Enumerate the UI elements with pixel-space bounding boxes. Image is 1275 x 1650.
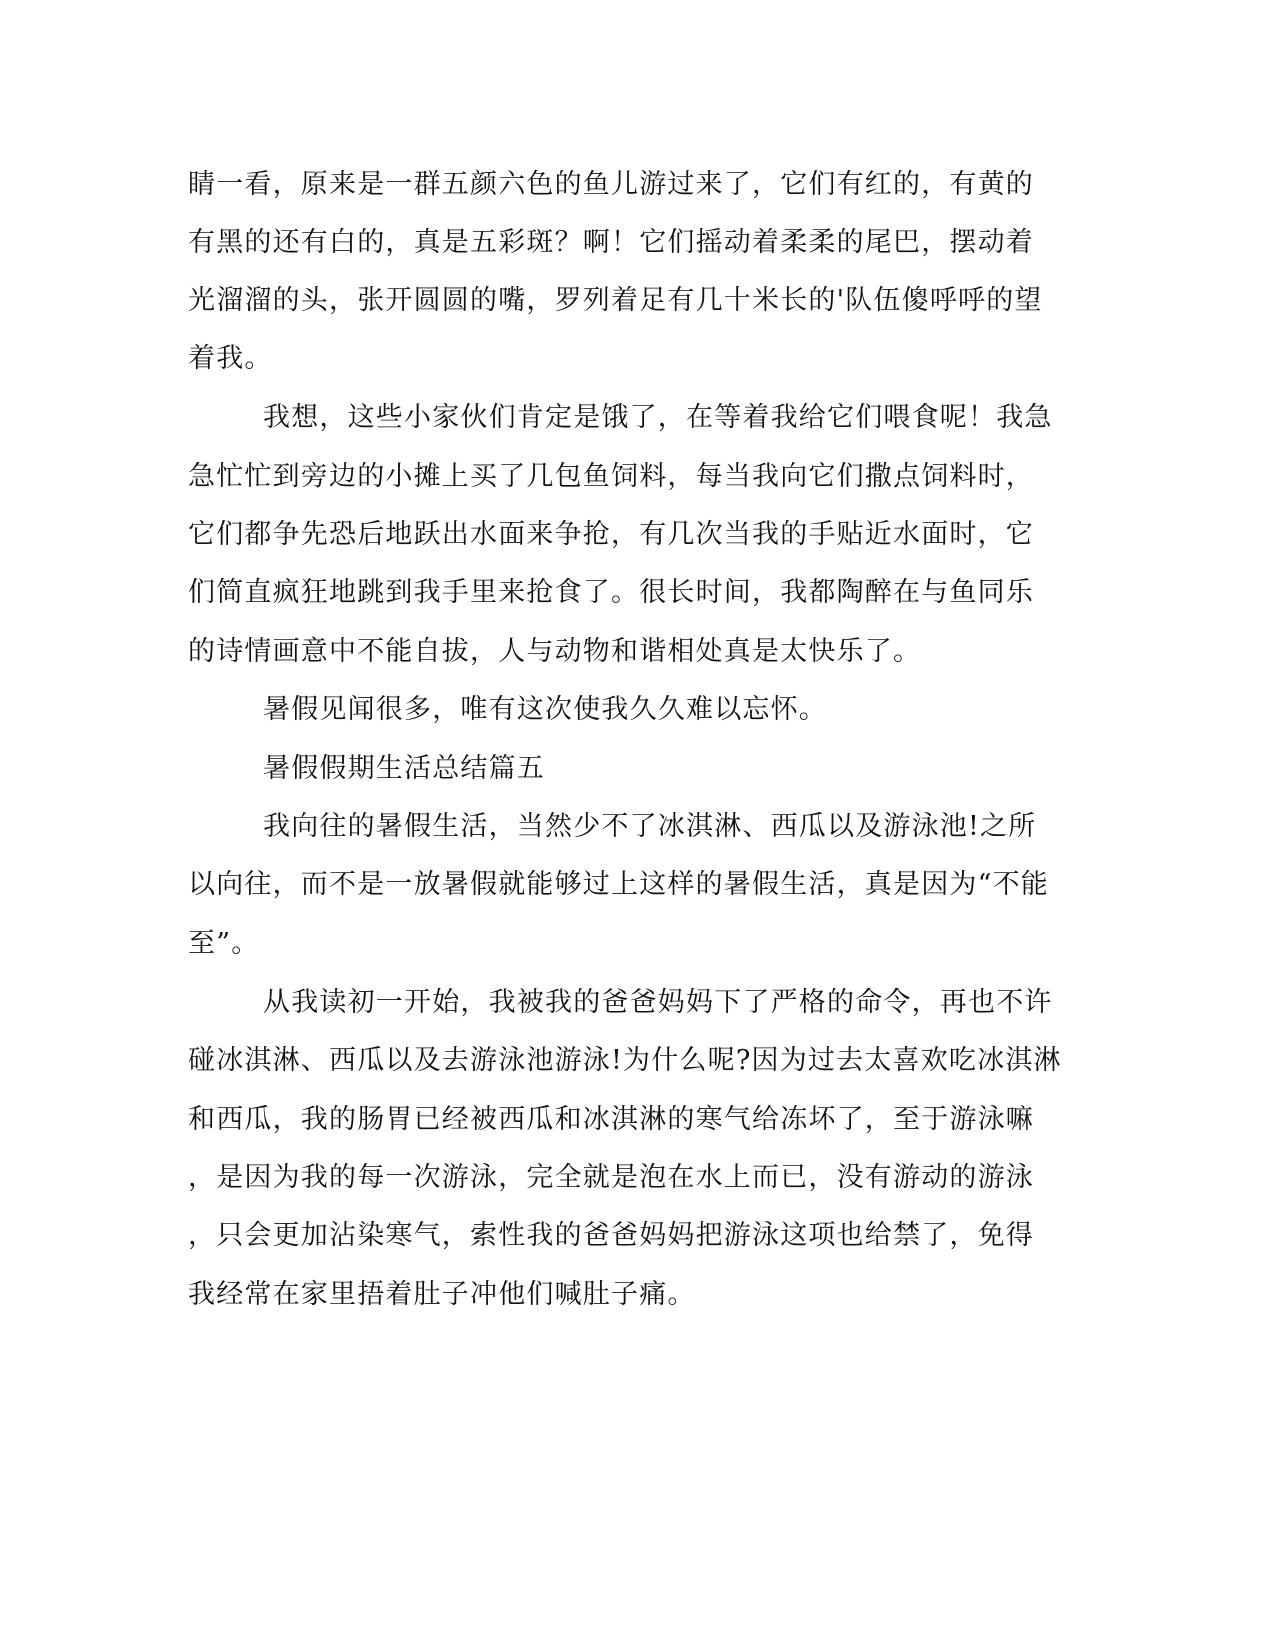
text-line: 光溜溜的头，张开圆圆的嘴，罗列着足有几十米长的'队伍傻呼呼的望 — [188, 285, 1043, 316]
text-line: 睛一看，原来是一群五颜六色的鱼儿游过来了，它们有红的，有黄的 — [188, 169, 1034, 200]
text-line: 们简直疯狂地跳到我手里来抢食了。很长时间，我都陶醉在与鱼同乐 — [188, 577, 1034, 608]
text-line: 以向往，而不是一放暑假就能够过上这样的暑假生活，真是因为“不能 — [188, 869, 1050, 900]
text-line: 急忙忙到旁边的小摊上买了几包鱼饲料，每当我向它们撒点饲料时， — [188, 461, 1034, 492]
text-line: ，只会更加沾染寒气，索性我的爸爸妈妈把游泳这项也给禁了，免得 — [188, 1220, 1034, 1251]
text-line: ，是因为我的每一次游泳，完全就是泡在水上而已，没有游动的游泳 — [188, 1162, 1034, 1193]
text-line: 着我。 — [188, 343, 273, 374]
section-heading: 暑假假期生活总结篇五 — [263, 753, 545, 784]
text-line: 碰冰淇淋、西瓜以及去游泳池游泳!为什么呢?因为过去太喜欢吃冰淇淋 — [188, 1045, 1062, 1076]
text-line: 至”。 — [188, 928, 260, 959]
text-line: 我经常在家里捂着肚子冲他们喊肚子痛。 — [188, 1279, 696, 1310]
paragraph-start-line: 我想，这些小家伙们肯定是饿了，在等着我给它们喂食呢！我急 — [263, 402, 1053, 433]
text-line: 的诗情画意中不能自拔，人与动物和谐相处真是太快乐了。 — [188, 636, 922, 667]
text-line: 和西瓜，我的肠胃已经被西瓜和冰淇淋的寒气给冻坏了，至于游泳嘛 — [188, 1104, 1034, 1135]
paragraph-start-line: 暑假见闻很多，唯有这次使我久久难以忘怀。 — [263, 694, 827, 725]
paragraph-start-line: 从我读初一开始，我被我的爸爸妈妈下了严格的命令，再也不许 — [263, 987, 1053, 1018]
text-line: 有黑的还有白的，真是五彩斑？啊！它们摇动着柔柔的尾巴，摆动着 — [188, 227, 1034, 258]
text-line: 它们都争先恐后地跃出水面来争抢，有几次当我的手贴近水面时，它 — [188, 519, 1034, 550]
paragraph-start-line: 我向往的暑假生活，当然少不了冰淇淋、西瓜以及游泳池!之所 — [263, 811, 1037, 842]
